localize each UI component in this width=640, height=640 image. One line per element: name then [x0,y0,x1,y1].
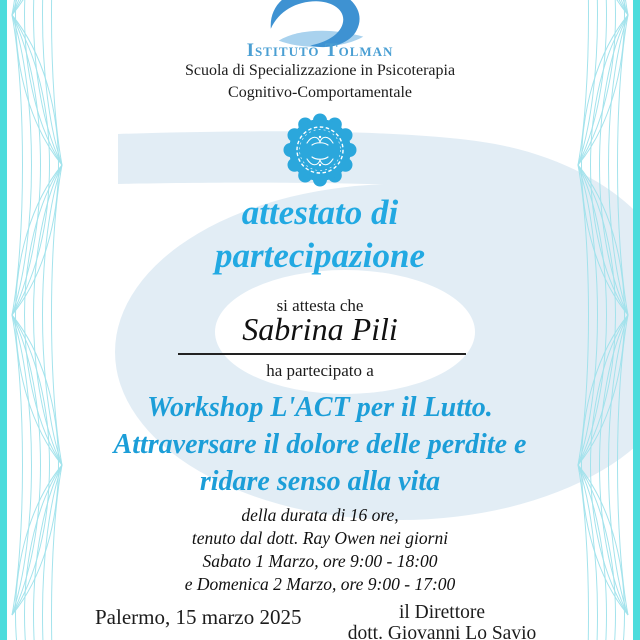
workshop-detail-day1: Sabato 1 Marzo, ore 9:00 - 18:00 [202,551,438,571]
workshop-detail-teacher: tenuto dal dott. Ray Owen nei giorni [191,528,449,548]
workshop-detail-duration: della durata di 16 ore, [241,505,399,525]
recipient-name: Sabrina Pili [242,311,398,347]
workshop-detail-day2: e Domenica 2 Marzo, ore 9:00 - 17:00 [184,574,456,594]
place-and-date: Palermo, 15 marzo 2025 [95,605,302,629]
seal-badge-icon [280,110,360,190]
institute-subtitle-line2: Cognitivo-Comportamentale [228,84,412,101]
signature-name: dott. Giovanni Lo Savio [347,623,537,640]
signature-role: il Direttore [398,602,486,623]
workshop-title-line3: ridare senso alla vita [199,466,441,497]
workshop-title-line2: Attraversare il dolore delle perdite e [113,429,527,460]
institute-name: Istituto Tolman [246,40,394,61]
recipient-name-underline [178,353,466,355]
certificate-title-line1: attestato di [241,193,399,232]
certificate-title-line2: partecipazione [215,236,425,275]
attest-text: si attesta che [276,296,364,315]
participation-text: ha partecipato a [266,361,374,380]
signature-block [337,602,547,640]
institute-subtitle-line1: Scuola di Specializzazione in Psicoterapia [184,62,456,79]
workshop-title-line1: Workshop L'ACT per il Lutto. [147,392,493,423]
